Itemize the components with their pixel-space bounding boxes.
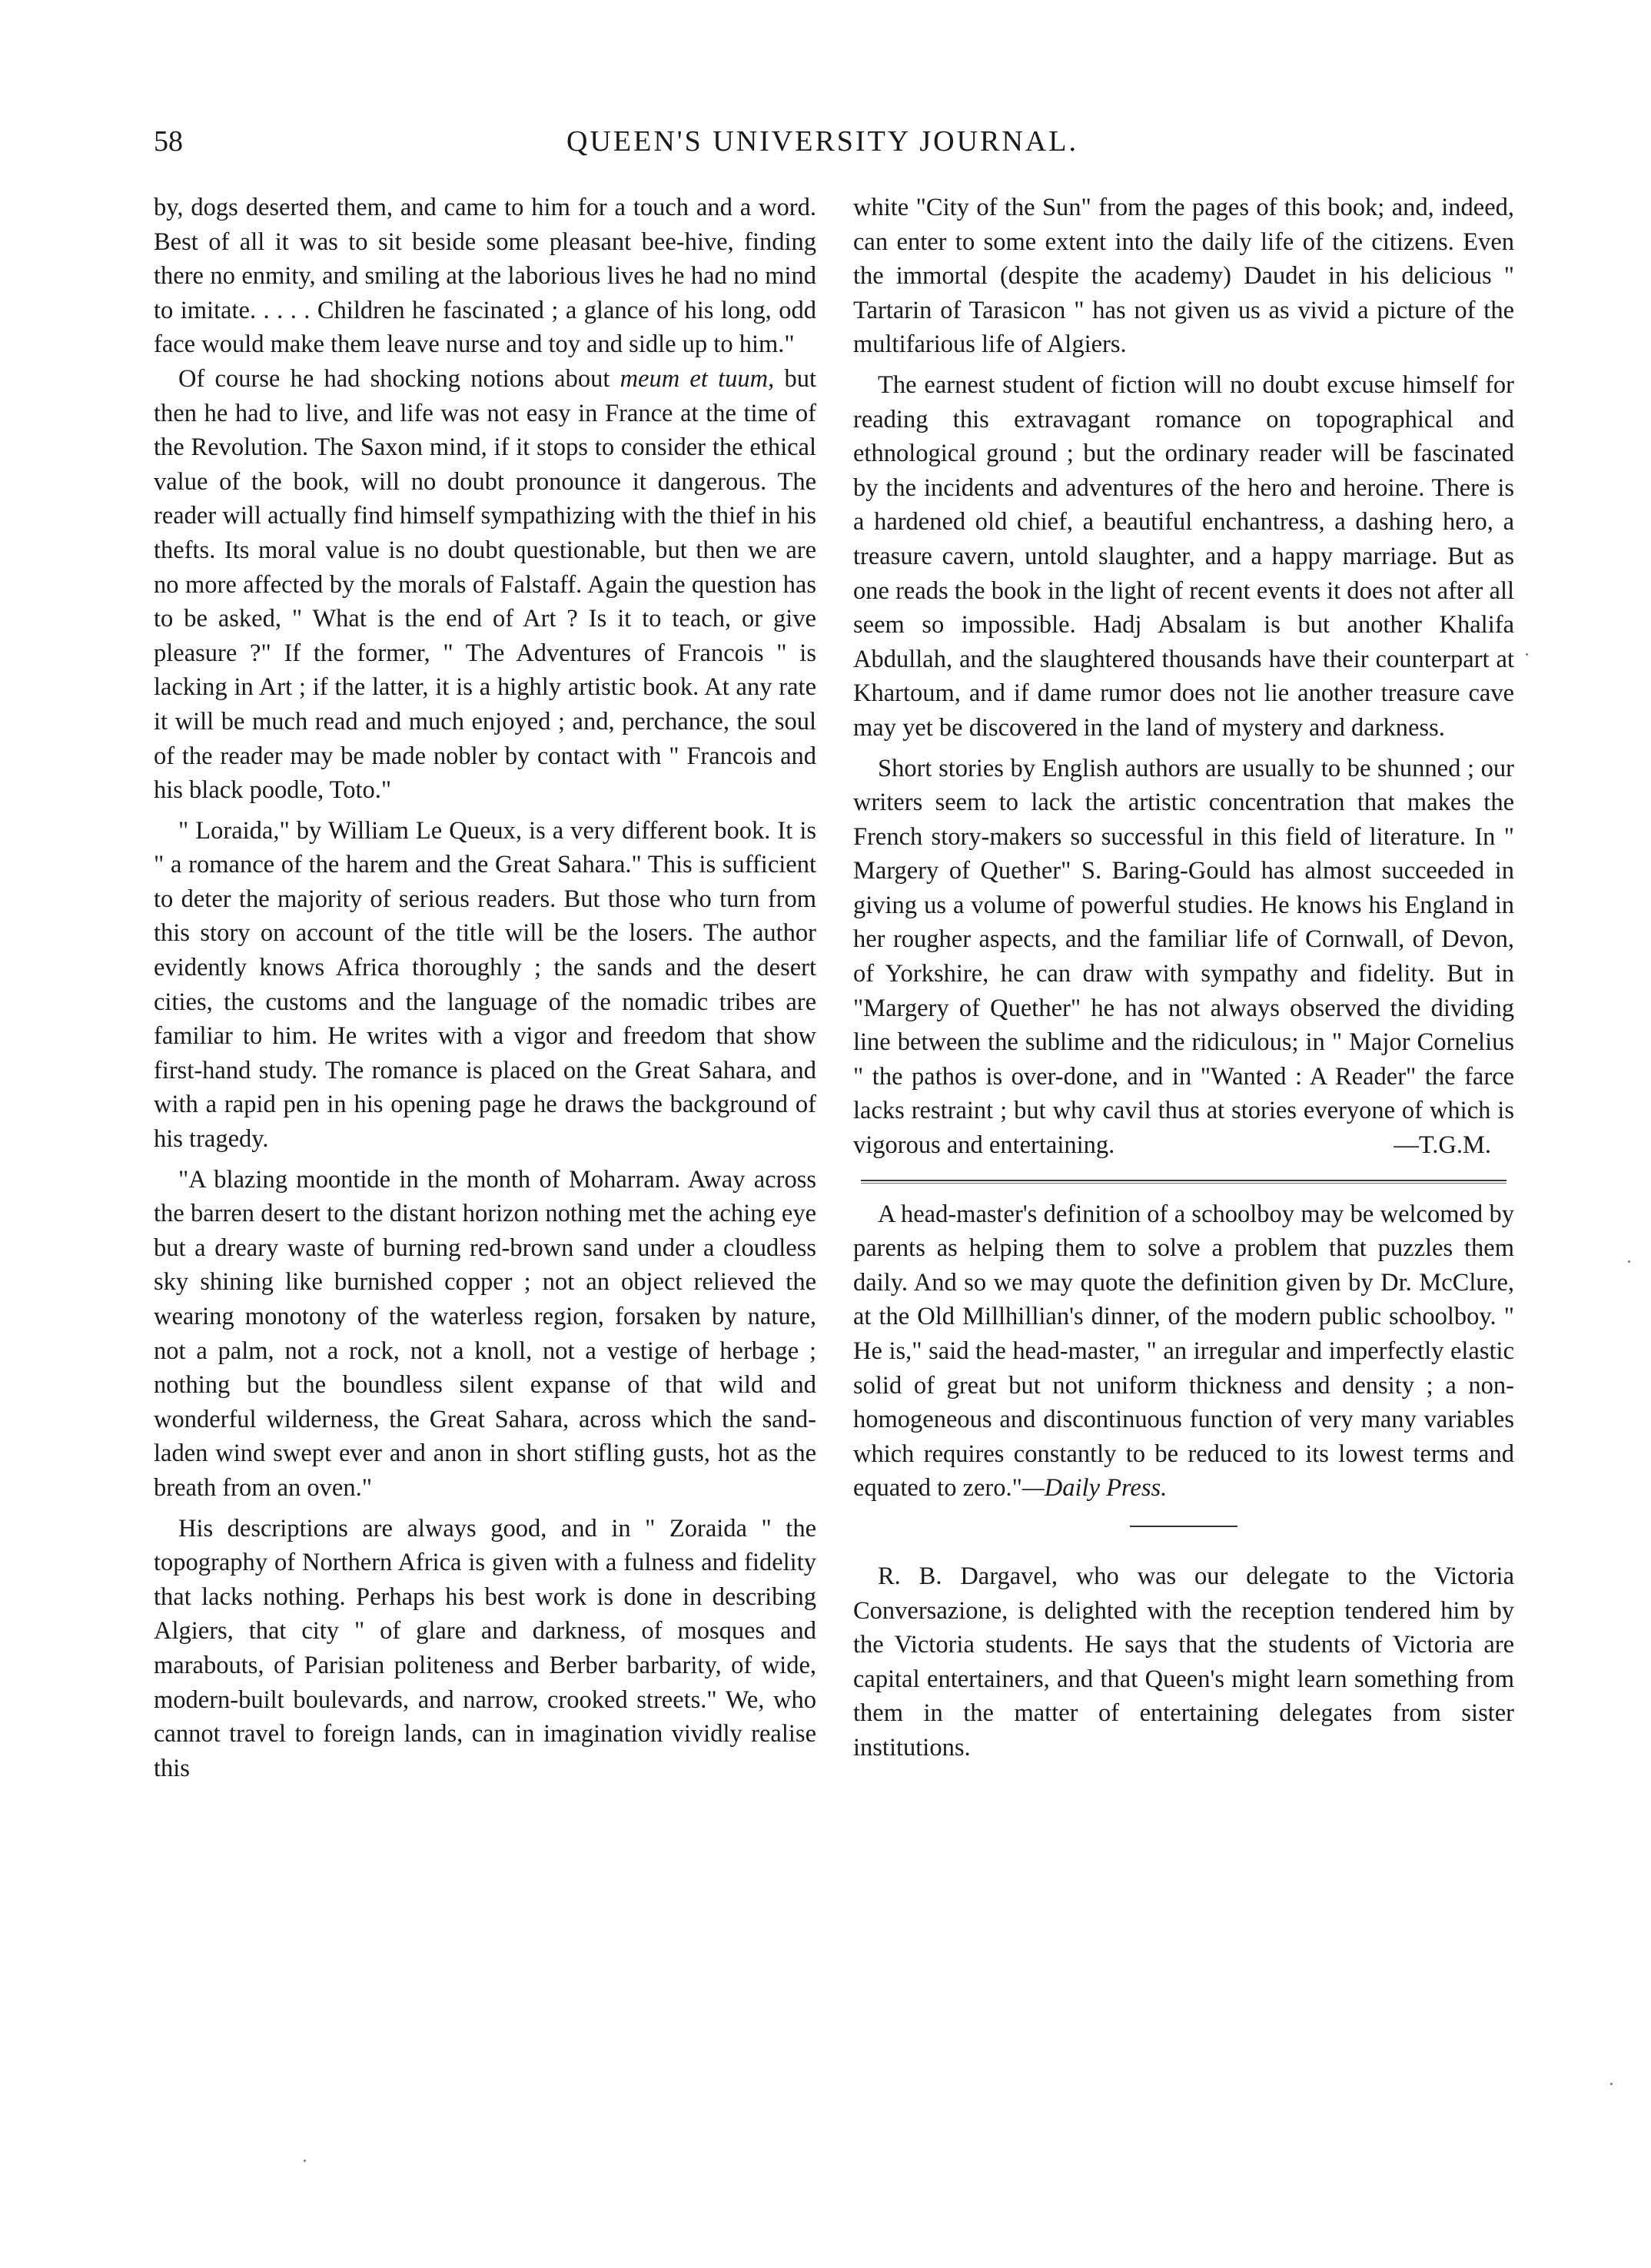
print-speck: [1628, 1260, 1630, 1263]
paragraph: [154, 362, 816, 808]
paragraph-text: A head-master's definition of a schoolboy may be welcomed by parents as helping them to solve a problem that puzzles them daily. And so we may quote the definition given by Dr. McClure, at the Old Millhillian's dinner, of the modern public schoolboy. " He is," said the head-master, " an irregular and imperfectly elastic solid of great but not uniform thickness and density ; a non-homogeneous and discontinuous function of very many variables which requires constantly to be reduced to its lowest terms and equated to zero.": [853, 1200, 1514, 1503]
paragraph: His descriptions are always good, and in " Zoraida " the topography of Northern Africa is given with a fulness and fidelity that lacks nothing. Perhaps his best work is done in describing Algiers, that city " of glare and darkness, of mosques and marabouts, of Parisian politeness and Berber barbarity, of wide, modern-built boulevards, and narrow, crooked streets." We, who cannot travel to foreign lands, can in imagination vividly realise this: [154, 1514, 816, 1782]
paragraph: [853, 1197, 1514, 1506]
left-column: [154, 191, 816, 1785]
source-citation: —Daily Press.: [1021, 1474, 1168, 1503]
paragraph-text: Short stories by English authors are usually to be shunned ; our writers seem to lack the artistic concentration that makes the French story-makers so successful in this field of literature. In " Margery of Quether" S. Baring-Gould has almost succeeded in giving us a volume of powerful studies. He knows his England in her rougher aspects, and the familiar life of Cornwall, of Devon, of Yorkshire, he can draw with sympathy and fidelity. But in "Margery of Quether" he has not always observed the dividing line between the sublime and the ridiculous; in " Major Cornelius " the pathos is over-done, and in "Wanted : A Reader" the farce lacks restraint ; but why cavil thus at stories everyone of which is vigorous and entertaining.: [853, 754, 1514, 1160]
print-speck: [1526, 653, 1528, 656]
paragraph: R. B. Dargavel, who was our delegate to the Victoria Conversazione, is delighted with the reception tendered him by the Victoria students. He says that the students of Victoria are capital entertainers, and that Queen's might learn something from them in the matter of entertaining delegates from sister institutions.: [853, 1562, 1514, 1762]
paragraph: by, dogs deserted them, and came to him for a touch and a word. Best of all it was to sit beside some pleasant bee-hive, finding there no enmity, and smiling at the laborious lives he had no mind to imitate. . . . . Children he fascinated ; a glance of his long, odd face would make them leave nurse and toy and sidle up to him.": [154, 194, 816, 359]
page-number: 58: [154, 125, 183, 158]
latin-phrase: meum et tuum,: [620, 364, 775, 393]
paragraph-text: Of course he had shocking notions about: [178, 364, 620, 393]
paragraph: [853, 752, 1514, 1163]
author-signature: —T.G.M.: [1394, 1131, 1491, 1160]
print-speck: [304, 2160, 306, 2162]
paragraph: " Loraida," by William Le Queux, is a very different book. It is " a romance of the harem and the Great Sahara." This is sufficient to deter the majority of serious readers. But those who turn from this story on account of the title will be the losers. The author evidently knows Africa thoroughly ; the sands and the desert cities, the customs and the language of the nomadic tribes are familiar to him. He writes with a vigor and freedom that show first-hand study. The romance is placed on the Great Sahara, and with a rapid pen in his opening page he draws the background of his tragedy.: [154, 816, 816, 1154]
right-column: [853, 191, 1514, 1765]
journal-title: QUEEN'S UNIVERSITY JOURNAL.: [566, 125, 1078, 158]
print-speck: [1610, 2083, 1613, 2085]
paragraph: The earnest student of fiction will no doubt excuse himself for reading this extravagant romance on topographical and ethnological ground ; but the ordinary reader will be fascinated by the incidents and adventures of the hero and heroine. There is a hardened old chief, a beautiful enchantress, a dashing hero, a treasure cavern, untold slaughter, and a happy marriage. But as one reads the book in the light of recent events it does not after all seem so impossible. Hadj Absalam is but another Khalifa Abdullah, and the slaughtered thousands have their counterpart at Khartoum, and if dame rumor does not lie another treasure cave may yet be discovered in the land of mystery and darkness.: [853, 370, 1514, 742]
paragraph: white "City of the Sun" from the pages of this book; and, indeed, can enter to some extent into the daily life of the citizens. Even the immortal (despite the academy) Daudet in his delicious " Tartarin of Tarasicon " has not given us as vivid a picture of the multifarious life of Algiers.: [853, 194, 1514, 359]
paragraph-text: but then he had to live, and life was not easy in France at the time of the Revolution. The Saxon mind, if it stops to consider the ethical value of the book, will no doubt pronounce it dangerous. The reader will actually find himself sympathizing with the thief in his thefts. Its moral value is no doubt questionable, but then we are no more affected by the morals of Falstaff. Again the question has to be asked, " What is the end of Art ? Is it to teach, or give pleasure ?" If the former, " The Adventures of Francois " is lacking in Art ; if the latter, it is a highly artistic book. At any rate it will be much read and much enjoyed ; and, perchance, the soul of the reader may be made nobler by contact with " Francois and his black poodle, Toto.": [154, 364, 816, 805]
quoted-passage: "A blazing moontide in the month of Moharram. Away across the barren desert to the distant horizon nothing met the aching eye but a dreary waste of burning red-brown sand under a cloudless sky shining like burnished copper ; not an object relieved the wearing monotony of the waterless region, forsaken by nature, not a palm, not a rock, not a knoll, not a vestige of herbage ; nothing but the boundless silent expanse of that wild and wonderful wilderness, the Great Sahara, across which the sand-laden wind swept ever and anon in short stifling gusts, hot as the breath from an oven.": [154, 1165, 816, 1502]
short-divider: [1130, 1526, 1237, 1527]
section-divider: [861, 1180, 1506, 1184]
page-header: [154, 125, 1491, 168]
